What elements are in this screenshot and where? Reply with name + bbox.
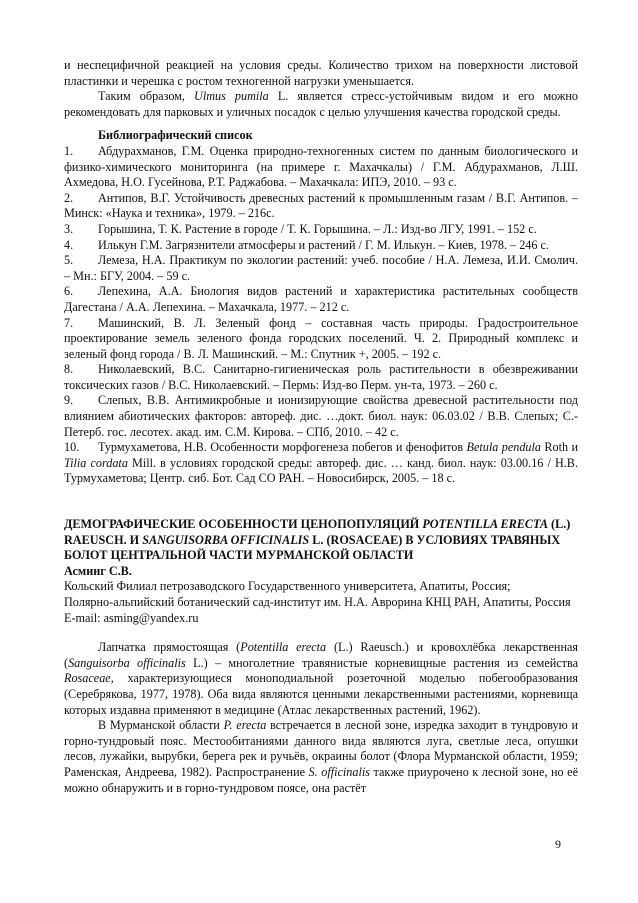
reference-item: 4. Илькун Г.М. Загрязнители атмосферы и растений / Г. М. Илькун. – Киев, 1978. – 246 с. [64,237,549,252]
body-paragraph: Лапчатка прямостоящая (Potentilla erecta (L.) Raeusch.) и кровохлёбка лекарственная (Sanguisorba officinalis L.) – многолетние травянистые корневищные растения из семейства Rosaceae, характеризующиеся моноподиальной розеточной моделью побегообразования (Серебрякова, 1977, 1978). Оба вида являются ценными лекарственными растениями, корневища которых издавна применяют в медицине (Атлас лекарственных растений, 1962). [64,640,578,717]
reference-item: 8. Николаевский, В.С. Санитарно-гигиеническая роль растительности в обезвреживании токсических газов / В.С. Николаевский. – Пермь: Изд-во Перм. ун-та, 1973. – 260 с. [64,362,578,392]
bibliography-title: Библиографический список [98,128,253,143]
reference-item: 10. Турмухаметова, Н.В. Особенности морфогенеза побегов и фенофитов Betula pendula Roth и Tilia cordata Mill. в условиях городской среды: автореф. дис. … канд. биол. наук: 03.00.16 / Н.В. Турмухаметова; Центр. сиб. Бот. Сад СО РАН. – Новосибирск, 2005. – 18 с. [64,440,578,486]
conclusion-paragraph: Таким образом, Ulmus pumila L. является стресс-устойчивым видом и его можно рекомендовать для парковых и уличных посадок с целью улучшения качества городской среды. [64,89,578,119]
reference-item: 1. Абдурахманов, Г.М. Оценка природно-техногенных систем по данным биологического и физико-химического мониторинга (на примере г. Махачкалы) / Г.М. Абдурахманов, Л.Ш. Ахмедова, Н.О. Гусейнова, Р.Т. Раджабова. – Махачкала: ИПЭ, 2010. – 93 с. [64,143,578,190]
reference-item: 5. Лемеза, Н.А. Практикум по экологии растений: учеб. пособие / Н.А. Лемеза, И.И. Смолич. – Мн.: БГУ, 2004. – 59 с. [64,253,578,283]
reference-item: 6. Лепехина, А.А. Биология видов растений и характеристика растительных сообществ Дагестана / А.А. Лепехина. – Махачкала, 1977. – 212 с. [64,284,578,314]
affiliation: Кольский Филиал петрозаводского Государственного университета, Апатиты, Россия; [64,579,511,594]
reference-list [64,144,578,487]
affiliation: Полярно-альпийский ботанический сад-институт им. Н.А. Аврорина КНЦ РАН, Апатиты, Россия [64,595,571,609]
reference-item: 3. Горышина, Т. К. Растение в городе / Т. К. Горышина. – Л.: Изд-во ЛГУ, 1991. – 152 с. [64,221,537,236]
reference-item: 7. Машинский, В. Л. Зеленый фонд – составная часть природы. Градостроительное проектирование земель зеленого фонда городских поселений. Ч. 2. Природный комплекс и зеленый фонд города / В. Л. Машинский. – М.: Спутник +, 2005. – 192 с. [64,315,578,361]
continuation-paragraph: и неспецифичной реакцией на условия среды. Количество трихом на поверхности листовой пластинки и черешка с ростом техногенной нагрузки уменьшается. [64,58,578,88]
reference-item: 9. Слепых, В.В. Антимикробные и ионизирующие свойства древесной растительности под влиянием абиотических факторов: автореф. дис. …докт. биол. наук: 06.03.02 / В.В. Слепых; С.- Петерб. гос. лесотех. акад. им. С.М. Кирова. – СПб, 2010. – 42 с. [64,393,578,439]
page-number: 9 [555,837,561,851]
article-title: ДЕМОГРАФИЧЕСКИЕ ОСОБЕННОСТИ ЦЕНОПОПУЛЯЦИЙ POTENTILLA ERECTA (L.) RAEUSCH. И SANGUISORBA OFFICINALIS L. (ROSACEAE) В УСЛОВИЯХ ТРАВЯНЫХ БОЛОТ ЦЕНТРАЛЬНОЙ ЧАСТИ МУРМАНСКОЙ ОБЛАСТИ [64,517,571,563]
article-author: Асминг С.В. [64,563,132,578]
reference-item: 2. Антипов, В.Г. Устойчивость древесных растений к промышленным газам / В.Г. Антипов. – Минск: «Наука и техника», 1979. – 216с. [64,190,578,221]
body-paragraph: В Мурманской области P. erecta встречается в лесной зоне, изредка заходит в тундровую и горно-тундровый пояс. Местообитаниями данного вида являются луга, светлые леса, опушки лесов, лужайки, вырубки, берега рек и ручьёв, окраины болот (Флора Мурманской области, 1959; Раменская, Андреева, 1982). Распространение S. officinalis также приурочено к лесной зоне, но её можно обнаружить и в горно-тундровом поясе, она растёт [64,718,579,795]
author-email: E-mail: asming@yandex.ru [64,610,199,625]
species-name: Ulmus pumila [194,89,269,104]
page-content [64,58,578,796]
